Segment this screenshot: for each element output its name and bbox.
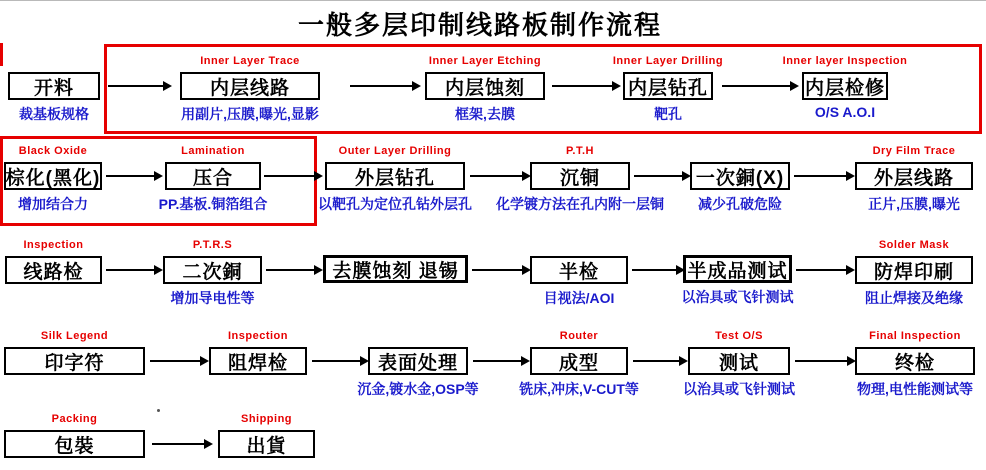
process-en-label: Dry Film Trace [872,145,956,157]
process-box: 二次銅 [163,256,262,284]
step-first-copper [690,162,790,212]
step-inner-layer-drilling [612,55,724,122]
process-note: 化学镀方法在孔内附一层铜 [496,196,664,212]
step-silk-legend [4,330,145,375]
process-en-label: Solder Mask [878,239,950,251]
step-outer-layer-drilling [318,145,472,212]
process-note: 正片,压膜,曝光 [868,196,960,212]
process-en-label: Inspection [227,330,289,342]
page-title: 一般多层印制线路板制作流程 [297,11,662,41]
process-en-label: P.T.R.S [192,239,233,251]
step-test-os [683,330,795,397]
arrow-right [632,269,676,271]
process-note: 减少孔破危险 [698,196,782,212]
process-note: 靶孔 [654,106,682,122]
process-note: 增加结合力 [18,196,88,212]
arrow-right [552,85,612,87]
process-box: 防焊印刷 [855,256,973,284]
process-en-label: Inner Layer Etching [428,55,542,67]
process-box: 表面处理 [368,347,468,375]
step-shipping [218,413,315,458]
process-note: 用副片,压膜,曝光,显影 [181,106,319,122]
arrow-right [350,85,412,87]
process-box: 棕化(黑化) [4,162,102,190]
process-en-label: Lamination [181,145,245,157]
process-box: 内层蚀刻 [425,72,545,100]
process-note: 物理,电性能测试等 [857,381,973,397]
process-box: 线路检 [5,256,102,284]
arrow-right [473,360,521,362]
clipped-red-edge-mark [0,43,3,66]
process-box: 开料 [8,72,100,100]
process-box: 包裝 [4,430,145,458]
step-final-inspection [855,330,975,397]
process-box: 内层钻孔 [623,72,713,100]
process-en-label: Inner Layer Trace [200,55,300,67]
process-en-label: Packing [51,413,98,425]
process-en-label: P.T.H [566,145,594,157]
arrow-right [312,360,360,362]
process-box: 印字符 [4,347,145,375]
process-box: 一次銅(X) [690,162,790,190]
step-inner-layer-inspection [782,55,908,120]
arrow-right [106,175,154,177]
process-note: 以靶孔为定位孔钻外层孔 [318,196,472,212]
arrow-right [633,360,679,362]
process-en-label: Router [559,330,599,342]
step-circuit-inspection [5,239,102,284]
process-en-label: Shipping [240,413,293,425]
step-semi-inspection [530,256,628,306]
arrow-right [150,360,200,362]
process-box: 终检 [855,347,975,375]
arrow-right [470,175,522,177]
process-box: 出貨 [218,430,315,458]
process-note: 以治具或飞针测试 [683,381,795,397]
arrow-right [152,443,204,445]
process-note: 框架,去膜 [455,106,515,122]
step-pth [496,145,664,212]
process-box: 外层钻孔 [325,162,465,190]
process-note: 目视法/AOI [543,290,615,306]
process-en-label: Final Inspection [869,330,961,342]
process-note: 以治具或飞针测试 [681,289,794,305]
process-box: 半成品测试 [683,255,792,283]
arrow-right [794,175,846,177]
process-box: 半检 [530,256,628,284]
process-en-label: Silk Legend [40,330,109,342]
process-en-label: Inspection [23,239,84,251]
process-box: 外层线路 [855,162,973,190]
step-solder-mask-inspection [209,330,307,375]
process-box: 测试 [688,347,790,375]
process-box: 成型 [530,347,628,375]
step-surface-finish [357,347,479,397]
process-en-label: Outer Layer Drilling [338,145,452,157]
arrow-right [264,175,314,177]
process-en-label: Inner Layer Drilling [612,55,724,67]
arrow-right [108,85,163,87]
process-en-label: Black Oxide [18,145,88,157]
arrow-right [722,85,790,87]
step-lamination [158,145,268,212]
step-strip-etch-tin [323,255,468,283]
process-box: 内层检修 [802,72,888,100]
process-en-label: Test O/S [715,330,763,342]
arrow-right [106,269,154,271]
process-box: 沉铜 [530,162,630,190]
process-note: PP.基板.铜箔组合 [158,196,268,212]
step-dry-film-trace [855,145,973,212]
arrow-right [634,175,682,177]
process-note: 沉金,镀水金,OSP等 [357,381,479,397]
step-second-copper [163,239,262,306]
process-note: O/S A.O.I [814,104,876,120]
stray-dot [157,409,160,412]
arrow-right [795,360,847,362]
process-note: 增加导电性等 [170,290,255,306]
top-edge-line [0,0,986,1]
process-note: 裁基板规格 [19,106,89,122]
process-box: 内层线路 [180,72,320,100]
process-en-label: Inner layer Inspection [782,55,908,67]
step-solder-mask [855,239,973,306]
process-box: 阻焊检 [209,347,307,375]
process-note: 阻止焊接及绝缘 [865,290,963,306]
step-router [519,330,639,397]
step-black-oxide [4,145,102,212]
step-packing [4,413,145,458]
process-box: 去膜蚀刻 退锡 [323,255,468,283]
process-box: 压合 [165,162,261,190]
step-inner-layer-trace [180,55,320,122]
process-note: 铣床,冲床,V-CUT等 [519,381,639,397]
step-inner-layer-etching [425,55,545,122]
arrow-right [472,269,522,271]
arrow-right [266,269,314,271]
step-cutting [8,72,100,122]
step-semi-product-test [681,255,794,305]
arrow-right [796,269,846,271]
